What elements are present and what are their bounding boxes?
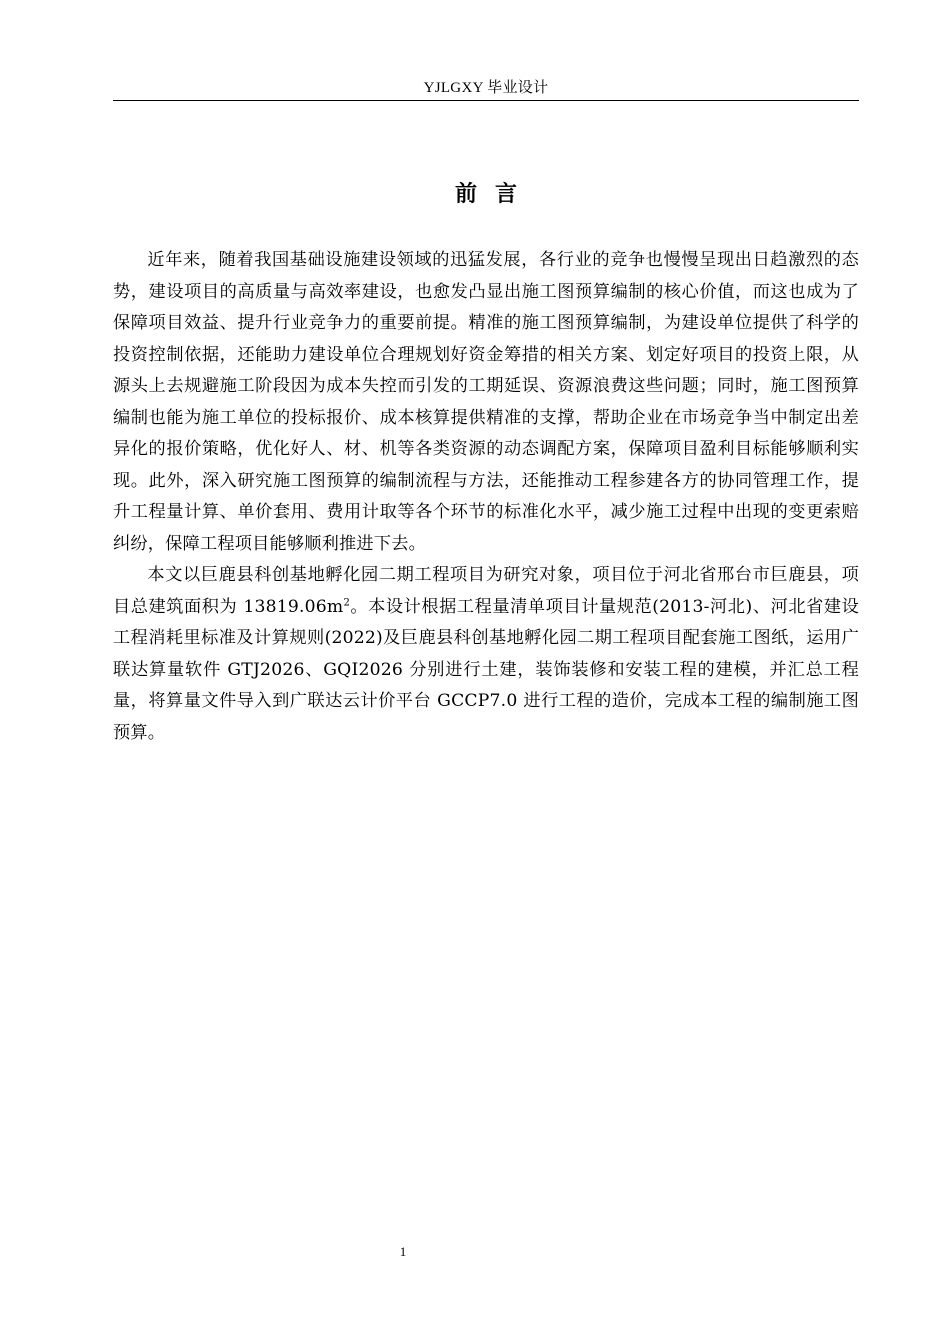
area-unit-superscript: 2 <box>343 596 350 608</box>
paragraph-background: 近年来，随着我国基础设施建设领域的迅猛发展，各行业的竞争也慢慢呈现出日趋激烈的态势，建设项目的高质量与高效率建设，也愈发凸显出施工图预算编制的核心价值，而这也成为了保障项目效益、提升行业竞争力的重要前提。精准的施工图预算编制，为建设单位提供了科学的投资控制依据，还能助力建设单位合理规划好资金筹措的相关方案、划定好项目的投资上限，从源头上去规避施工阶段因为成本失控而引发的工期延误、资源浪费这些问题；同时，施工图预算编制也能为施工单位的投标报价、成本核算提供精准的支撑，帮助企业在市场竞争当中制定出差异化的报价策略，优化好人、材、机等各类资源的动态调配方案，保障项目盈利目标能够顺利实现。此外，深入研究施工图预算的编制流程与方法，还能推动工程参建各方的协同管理工作，提升工程量计算、单价套用、费用计取等各个环节的标准化水平，减少施工过程中出现的变更索赔纠纷，保障工程项目能够顺利推进下去。 <box>113 250 859 554</box>
paragraph-project-overview-part-1: 本文以巨鹿县科创基地孵化园二期工程项目为研究对象，项目位于河北省邢台市巨鹿县，项目总建筑面积为 13819.06m <box>113 565 859 617</box>
page-number: 1 <box>399 1244 407 1259</box>
header-divider <box>113 100 859 101</box>
running-header: YJLGXY 毕业设计 <box>423 80 549 96</box>
section-title: 前言 <box>454 182 535 207</box>
paragraph-project-overview-part-2: 。本设计根据工程量清单项目计量规范(2013-河北)、河北省建设工程消耗里标准及计算规则(2022)及巨鹿县科创基地孵化园二期工程项目配套施工图纸，运用广联达算量软件 GTJ2026、GQI2026 分别进行土建，装饰装修和安装工程的建模，并汇总工程量，将算量文件导入到广联达云计价平台 GCCP7.0 进行工程的造价，完成本工程的编制施工图预算。 <box>113 596 859 743</box>
body-text <box>113 245 859 749</box>
paragraph-project-overview <box>113 560 859 749</box>
